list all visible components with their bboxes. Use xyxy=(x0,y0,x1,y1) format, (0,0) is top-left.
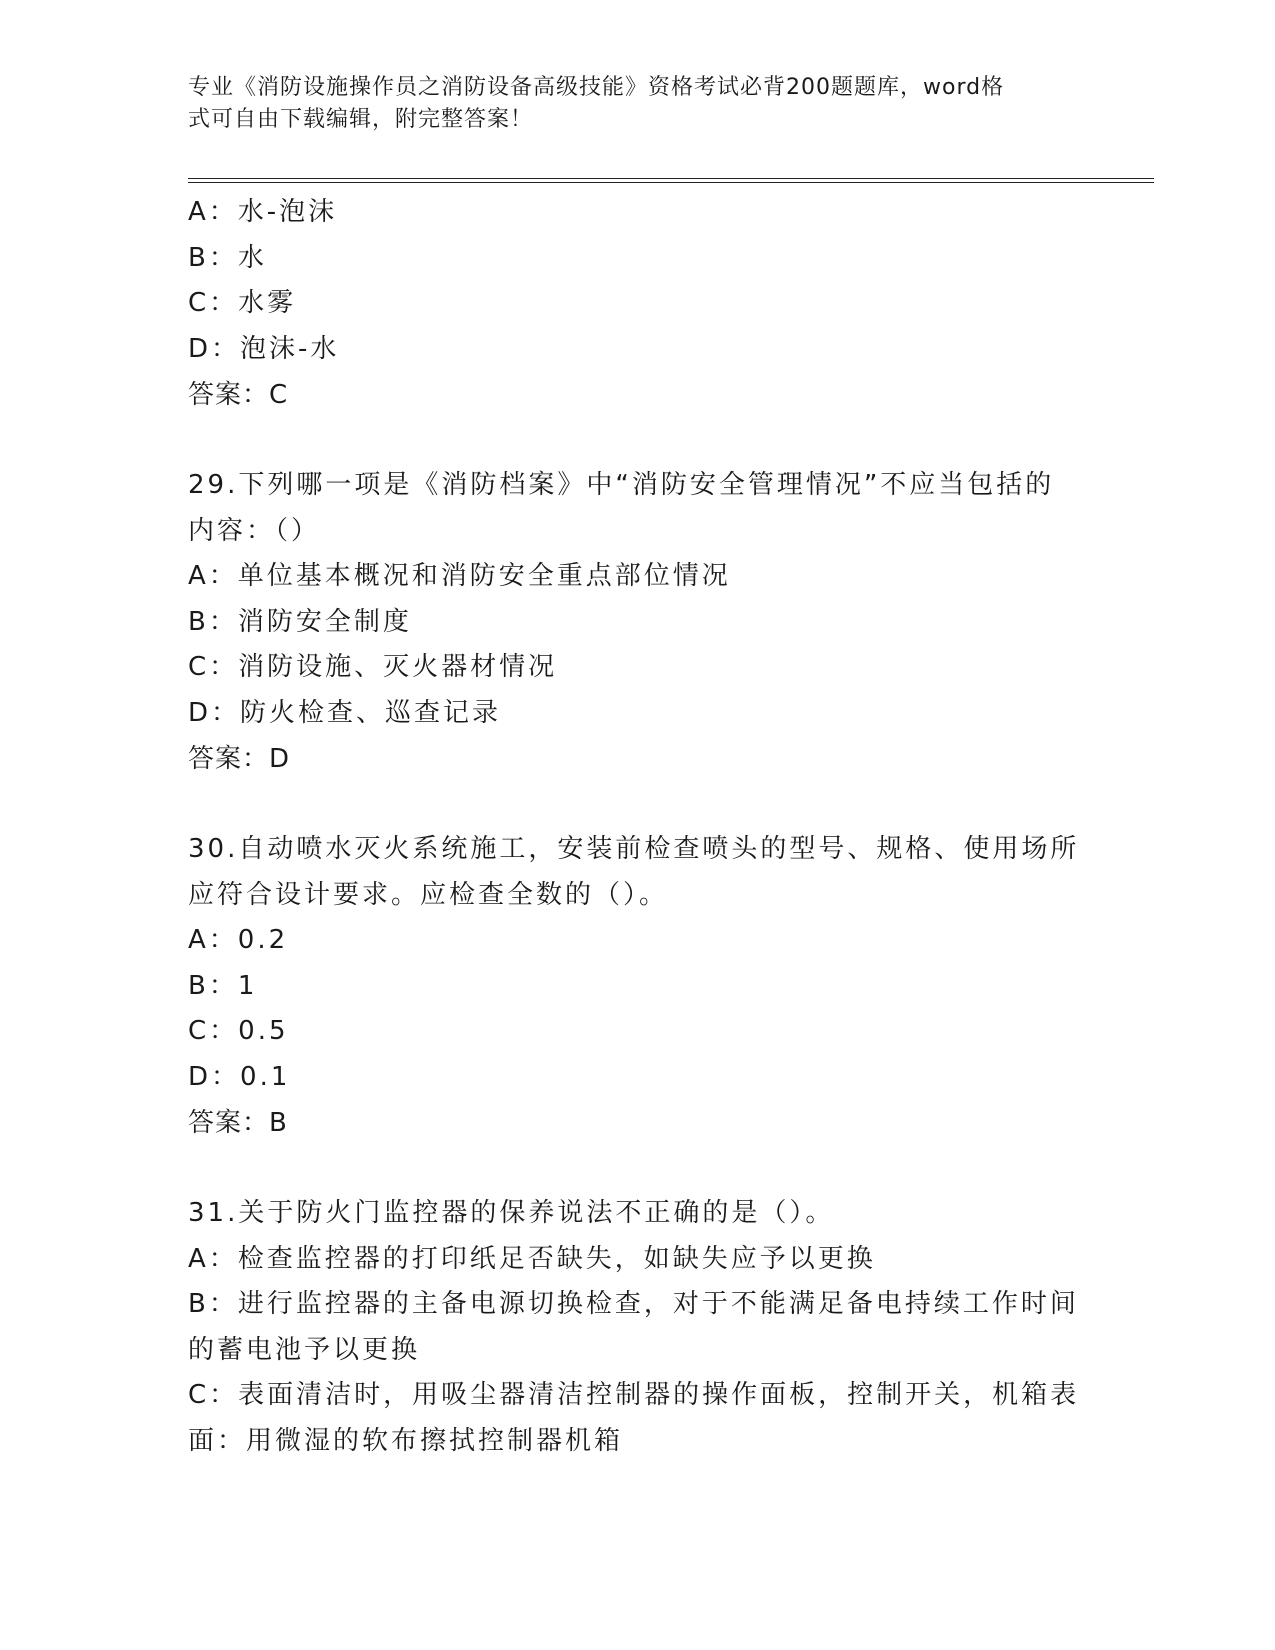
option-a: A：水-泡沫 xyxy=(188,197,338,227)
option-b: B：1 xyxy=(188,970,258,1001)
question-text: 31.关于防火门监控器的保养说法不正确的是（）。 xyxy=(188,1198,835,1228)
option-d: D：防火检查、巡查记录 xyxy=(188,697,502,728)
option-d: D：泡沫-水 xyxy=(188,333,340,364)
question-28-block xyxy=(188,190,1088,418)
option-d: D：0.1 xyxy=(188,1061,291,1092)
answer-line: 答案：B xyxy=(188,1108,288,1138)
question-31-block xyxy=(188,1191,1088,1464)
option-b-continued: 的蓄电池予以更换 xyxy=(188,1334,421,1365)
option-b: B：消防安全制度 xyxy=(188,606,412,637)
option-c: C：水雾 xyxy=(188,288,297,318)
question-text-continued: 内容：（） xyxy=(188,515,321,546)
question-text-continued: 应符合设计要求。应检查全数的（）。 xyxy=(188,879,669,910)
option-c: C：表面清洁时，用吸尘器清洁控制器的操作面板，控制开关，机箱表 xyxy=(188,1380,1080,1410)
option-a: A：检查监控器的打印纸足否缺失，如缺失应予以更换 xyxy=(188,1243,876,1274)
question-29-block xyxy=(188,463,1088,782)
option-c-continued: 面：用微湿的软布擦拭控制器机箱 xyxy=(188,1425,624,1456)
question-text: 29.下列哪一项是《消防档案》中“消防安全管理情况”不应当包括的 xyxy=(188,470,1055,500)
option-a: A：0.2 xyxy=(188,925,289,955)
document-header xyxy=(188,72,1068,136)
header-line-1: 专业《消防设施操作员之消防设备高级技能》资格考试必背200题题库，word格 xyxy=(188,75,1005,100)
document-body xyxy=(188,190,1088,1464)
option-c: C：0.5 xyxy=(188,1016,289,1046)
option-c: C：消防设施、灭火器材情况 xyxy=(188,652,558,682)
answer-line: 答案：D xyxy=(188,744,291,774)
header-line-2: 式可自由下载编辑，附完整答案！ xyxy=(188,107,534,132)
header-divider xyxy=(188,178,1154,183)
option-a: A：单位基本概况和消防安全重点部位情况 xyxy=(188,561,731,591)
question-30-block xyxy=(188,827,1088,1146)
question-text: 30.自动喷水灭火系统施工，安装前检查喷头的型号、规格、使用场所 xyxy=(188,834,1080,864)
answer-line: 答案：C xyxy=(188,380,289,410)
option-b: B：进行监控器的主备电源切换检查，对于不能满足备电持续工作时间 xyxy=(188,1289,1079,1319)
option-b: B：水 xyxy=(188,242,267,273)
